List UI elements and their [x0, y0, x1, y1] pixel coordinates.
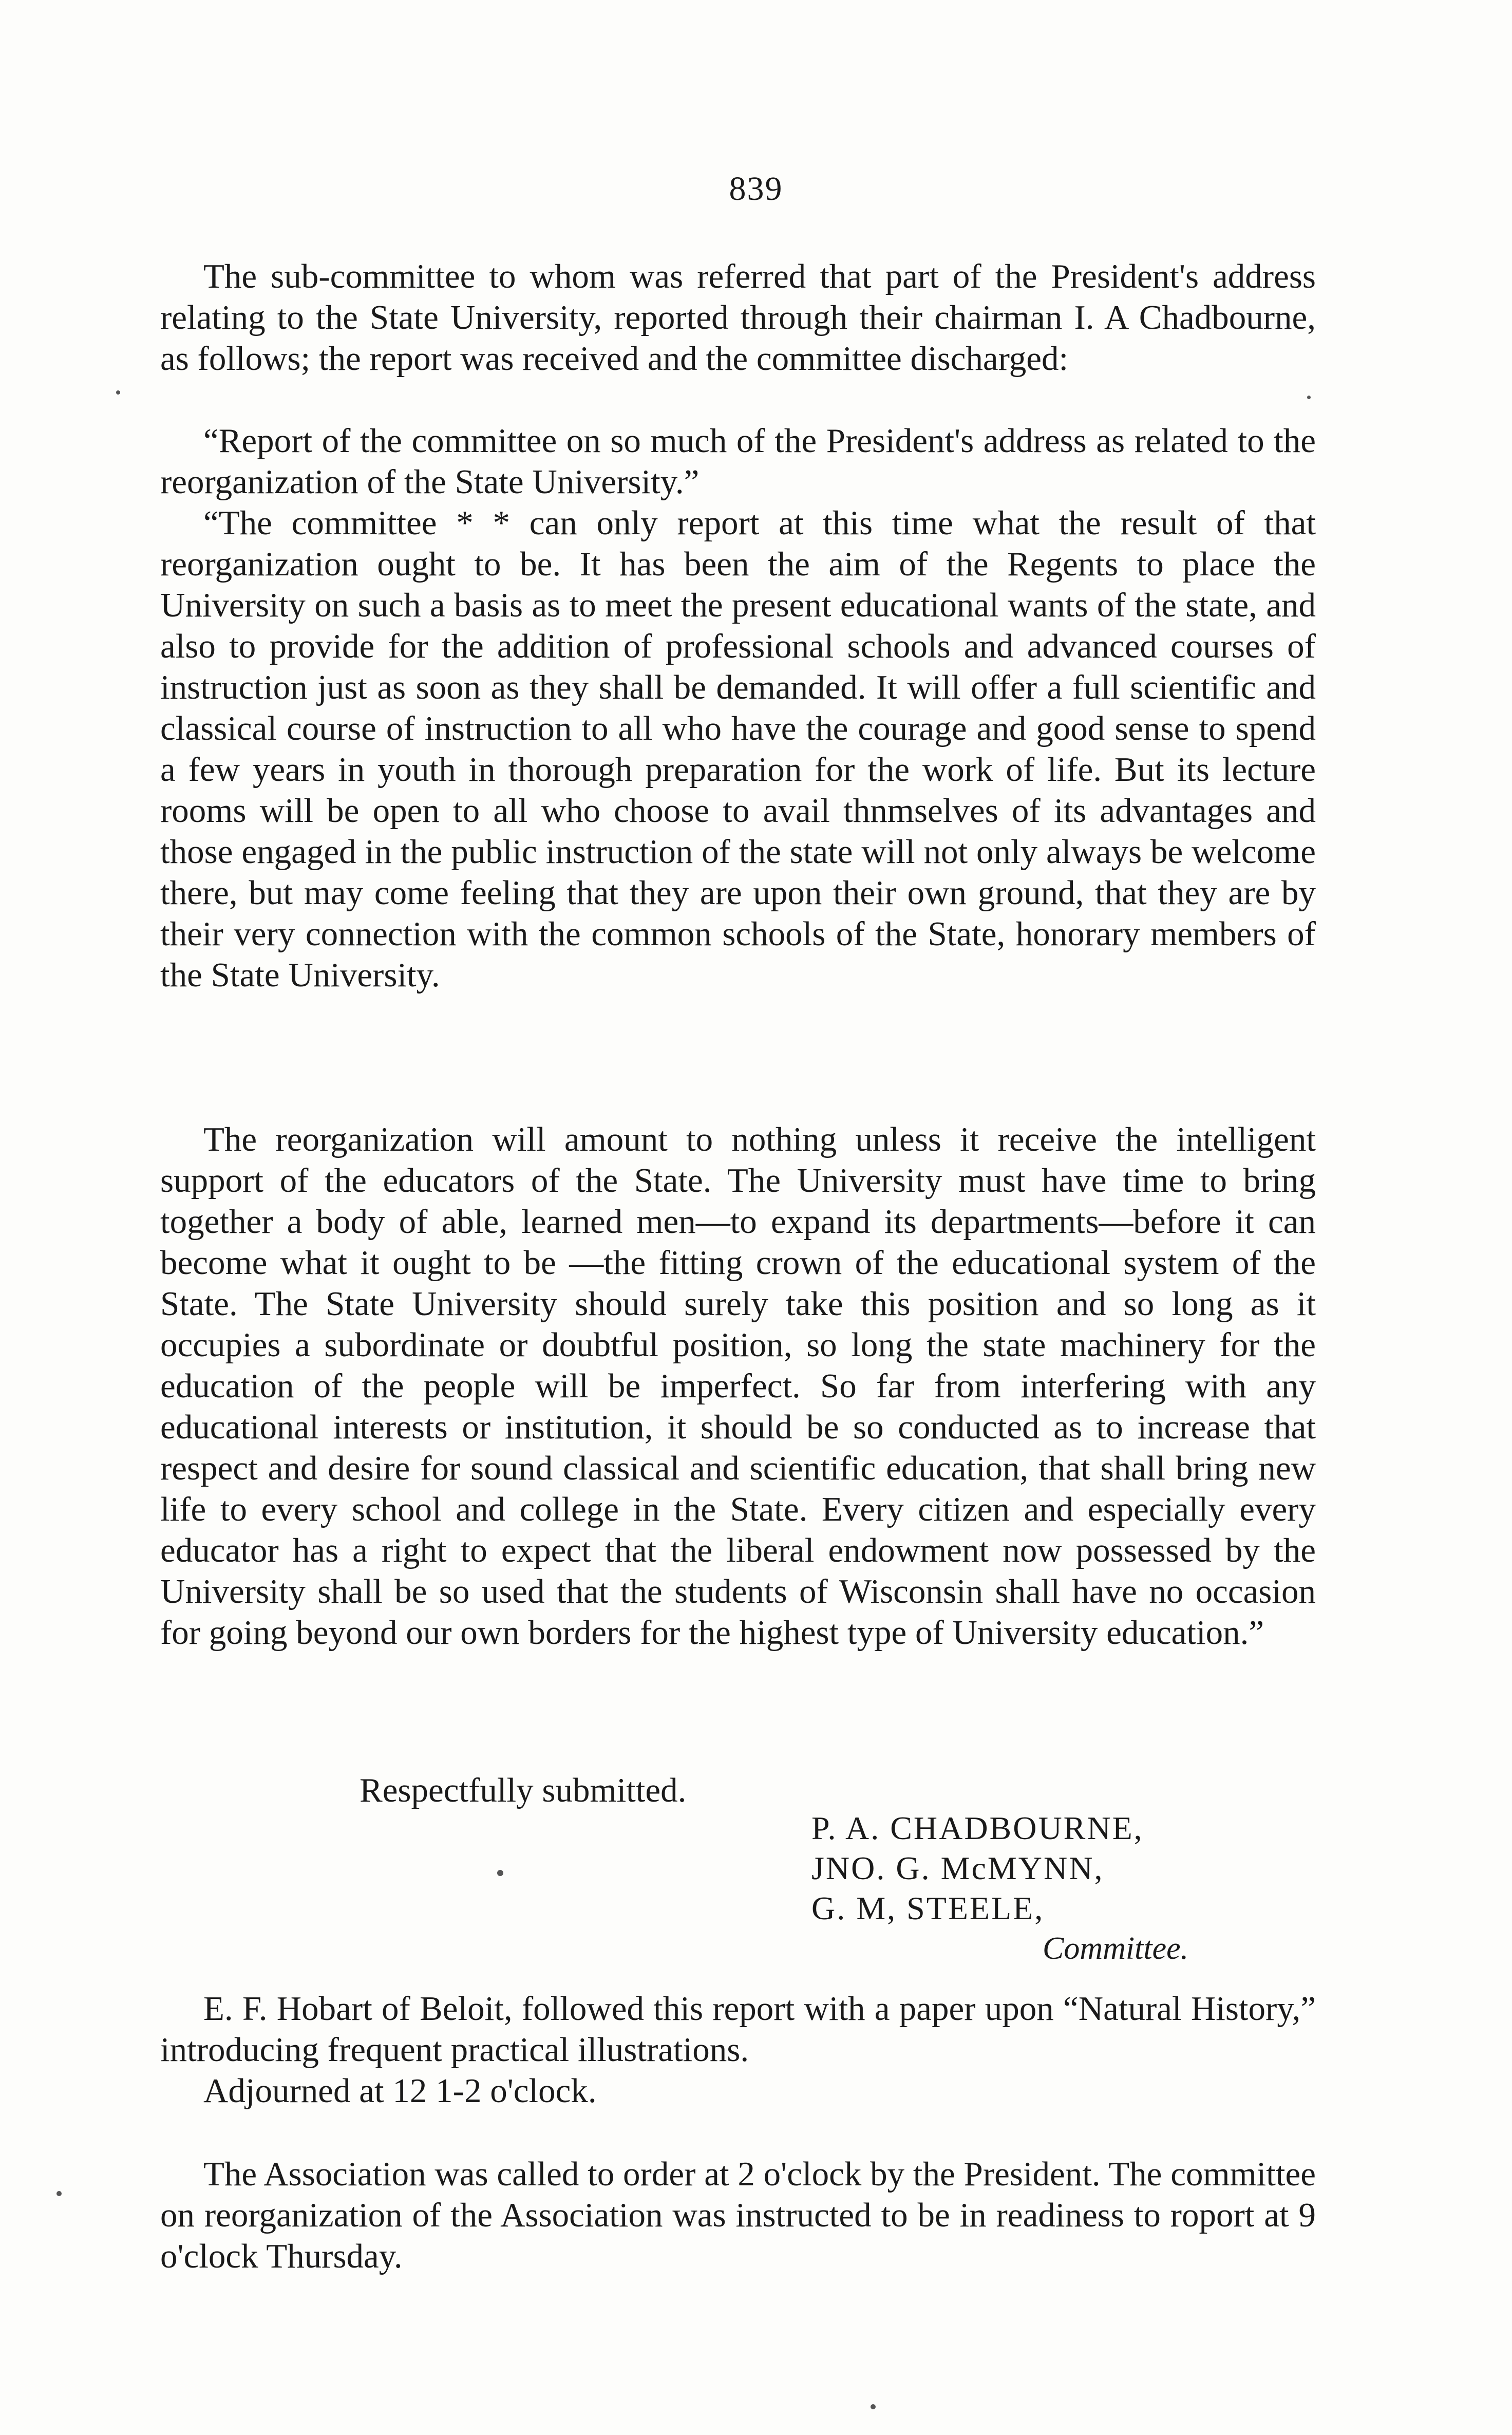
print-speck [497, 1870, 503, 1876]
print-speck [1307, 396, 1311, 399]
page-number: 839 [729, 170, 783, 208]
report-title-text: “Report of the committee on so much of the President's address as related to the reorganization of the State University.” [160, 422, 1316, 501]
signature-chadbourne: P. A. CHADBOURNE, [811, 1810, 1144, 1846]
closing-line: Respectfully submitted. [360, 1771, 687, 1809]
report-title-paragraph [160, 420, 1316, 502]
signature-block [811, 1808, 1144, 1928]
report-body-paragraph [160, 502, 1316, 996]
adjourned-line: Adjourned at 12 1-2 o'clock. [203, 2072, 597, 2110]
print-speck [56, 2191, 62, 2196]
print-speck [116, 390, 120, 395]
signature-mcmynn: JNO. G. McMYNN, [811, 1850, 1104, 1886]
hobart-text: E. F. Hobart of Beloit, followed this report with a paper upon “Natural History,” introducing frequent practical illustrations. [160, 1990, 1316, 2069]
reorganization-paragraph [160, 1119, 1316, 1653]
reorganization-text: The reorganization will amount to nothing unless it receive the intelligent support of the educators of the State. The University must have time to bring together a body of able, learned men—to expand its departments—before it can become what it ought to be —the fitting crown of the educational system of the State. The State University should surely take this position and so long as it occupies a subordinate or doubtful position, so long the state machinery for the education of the people will be imperfect. So far from interfering with any educational interests or institution, it should be so conducted as to increase that respect and desire for sound classical and scientific education, that shall bring new life to every school and college in the State. Every citizen and especially every educator has a right to expect that the liberal endowment now possessed by the University shall be so used that the students of Wisconsin shall have no occasion for going beyond our own borders for the highest type of University education.” [160, 1120, 1316, 1652]
hobart-paragraph [160, 1988, 1316, 2070]
signature-steele: G. M, STEELE, [811, 1890, 1045, 1926]
report-body-text: “The committee * * can only report at this time what the result of that reorganization ought to be. It has been the aim of the Regents to place the University on such a basis as to meet the present educational wants of the state, and also to provide for the addition of professional schools and advanced courses of instruction just as soon as they shall be demanded. It will offer a full scientific and classical course of instruction to all who have the courage and good sense to spend a few years in youth in thorough preparation for the work of life. But its lecture rooms will be open to all who choose to avail thnmselves of its advantages and those engaged in the public instruction of the state will not only always be welcome there, but may come feeling that they are upon their own ground, that they are by their very connection with the common schools of the State, honorary members of the State University. [160, 504, 1316, 994]
print-speck [871, 2404, 876, 2409]
committee-label: Committee. [1043, 1931, 1189, 1966]
afternoon-session-text: The Association was called to order at 2 o'clock by the President. The committee on reorganization of the Association was instructed to be in readiness to roport at 9 o'clock Thursday. [160, 2155, 1316, 2275]
intro-text: The sub-committee to whom was referred that part of the President's address relating to the State University, reported through their chairman I. A Chadbourne, as follows; the report was received and the committee discharged: [160, 257, 1316, 378]
intro-paragraph [160, 256, 1316, 379]
afternoon-session-paragraph [160, 2153, 1316, 2277]
